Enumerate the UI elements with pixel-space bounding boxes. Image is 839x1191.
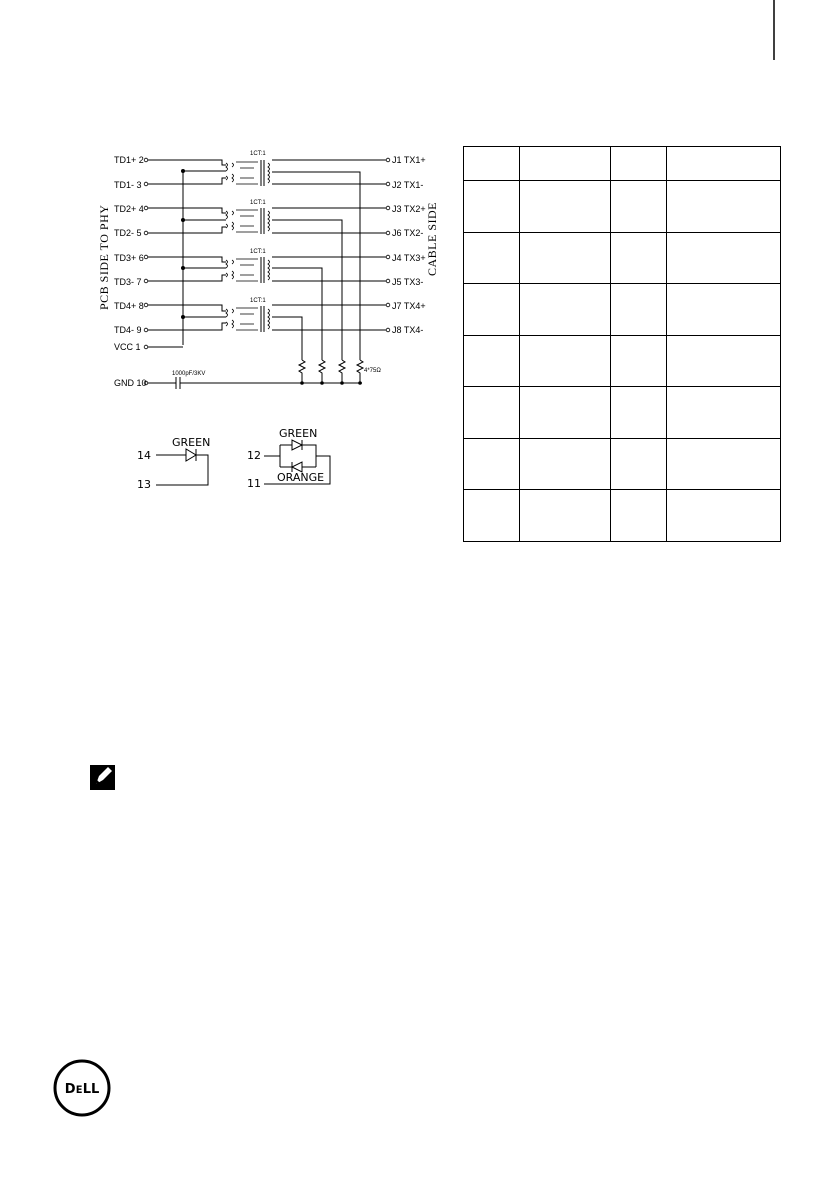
table-row (464, 232, 781, 284)
left-pin-label: TD2- 5 (114, 228, 142, 238)
pin-assignment-table (463, 146, 781, 542)
right-pin-label: J1 TX1+ (392, 155, 426, 165)
left-pin-label: TD1+ 2 (114, 155, 144, 165)
left-pin-label: TD4+ 8 (114, 301, 144, 311)
left-pin-label: TD4- 9 (114, 325, 142, 335)
led-diagram-bicolor (247, 427, 330, 490)
left-pin-label: TD3+ 6 (114, 253, 144, 263)
table-row (464, 490, 781, 542)
svg-text:1CT:1: 1CT:1 (250, 151, 266, 157)
table-row (464, 438, 781, 490)
right-pin-label: J5 TX3- (392, 277, 424, 287)
transformer-3 (226, 249, 270, 283)
cable-side-label: CABLE SIDE (425, 202, 439, 276)
table-row (464, 284, 781, 336)
left-pin-label: TD2+ 4 (114, 204, 144, 214)
right-pin-label: J7 TX4+ (392, 301, 426, 311)
transformer-1 (226, 151, 270, 186)
pcb-side-label: PCB SIDE TO PHY (97, 204, 111, 310)
bicolor-orange-label: ORANGE (277, 471, 325, 484)
capacitor-label: 1000pF/3KV (172, 371, 206, 377)
led-diagram-green (137, 436, 210, 491)
left-pin-label: VCC 1 (114, 342, 141, 352)
svg-text:1CT:1: 1CT:1 (250, 200, 266, 206)
right-pin-label: J6 TX2- (392, 228, 424, 238)
svg-text:DᴇLL: DᴇLL (64, 1082, 100, 1097)
magnetics-schematic (97, 151, 439, 389)
left-pin-label: GND 10 (114, 378, 147, 388)
resistor-label: 4*75Ω (364, 368, 381, 374)
right-pin-label: J3 TX2+ (392, 204, 426, 214)
table-row (464, 335, 781, 387)
transformer-2 (226, 200, 270, 234)
svg-text:1CT:1: 1CT:1 (250, 298, 266, 304)
led-pin-13: 13 (137, 478, 151, 491)
table-row (464, 181, 781, 233)
led-pin-14: 14 (137, 449, 151, 462)
pencil-note-icon (90, 765, 115, 790)
right-pin-label: J8 TX4- (392, 325, 424, 335)
green-led-label: GREEN (172, 436, 211, 449)
bicolor-green-label: GREEN (279, 427, 318, 440)
table-row (464, 387, 781, 439)
svg-text:1CT:1: 1CT:1 (250, 249, 266, 255)
led-pin-12: 12 (247, 449, 261, 462)
table-header-row (464, 147, 781, 181)
left-pin-label: TD3- 7 (114, 277, 142, 287)
led-pin-11: 11 (247, 477, 261, 490)
left-pin-label: TD1- 3 (114, 180, 142, 190)
right-pin-label: J4 TX3+ (392, 253, 426, 263)
right-pin-label: J2 TX1- (392, 180, 424, 190)
transformer-4 (226, 298, 270, 332)
dell-logo (55, 1061, 109, 1115)
